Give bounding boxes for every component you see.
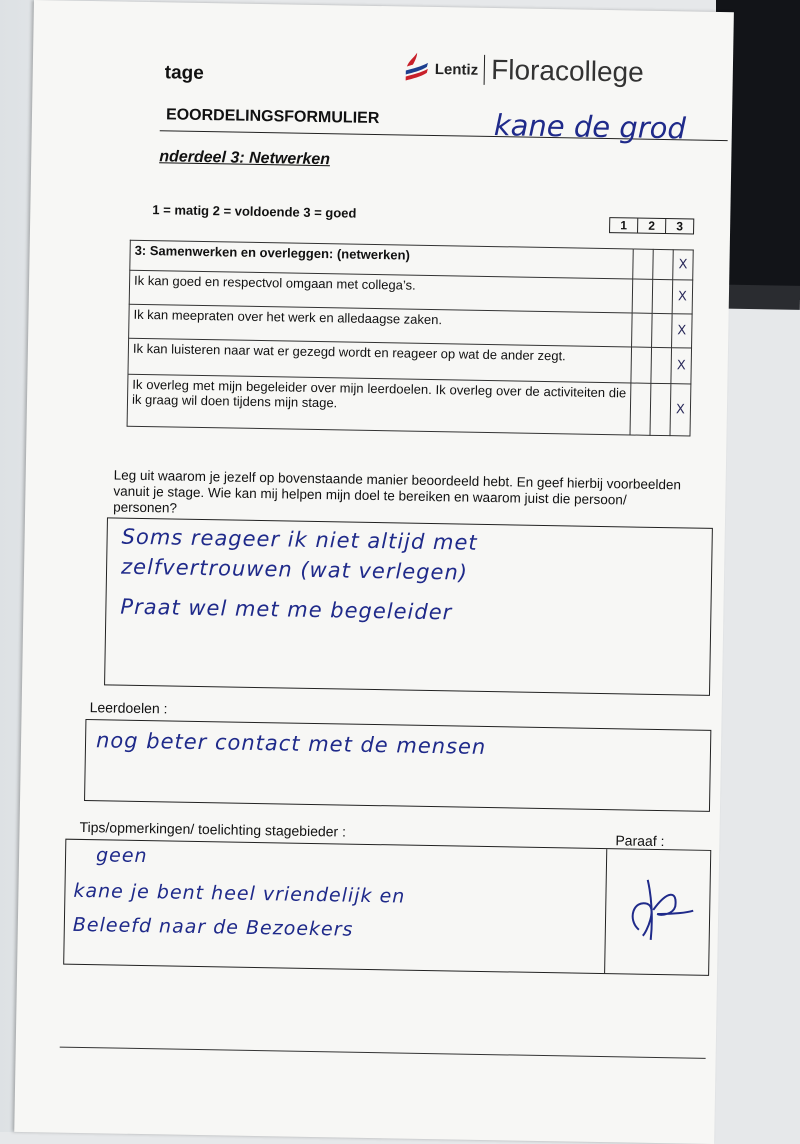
score-header	[609, 217, 694, 234]
lentiz-logo-icon	[403, 50, 432, 86]
score-header-1: 1	[620, 218, 628, 233]
form-paper	[14, 0, 734, 1144]
score-cell-2[interactable]	[653, 249, 674, 279]
school-logo	[403, 50, 644, 90]
handwritten-line: Praat wel met me begeleider	[120, 594, 453, 625]
form-title: EOORDELINGSFORMULIER	[165, 106, 380, 128]
tips-answer-box[interactable]	[63, 839, 711, 976]
handwritten-line: kane je bent heel vriendelijk en	[73, 879, 406, 908]
bottom-signature-line	[60, 1047, 706, 1059]
score-cell-2[interactable]	[652, 313, 673, 347]
handwritten-line: zelfvertrouwen (wat verlegen)	[120, 554, 469, 585]
stage-title: tage	[164, 62, 205, 84]
student-name-handwritten: kane de grod	[493, 108, 687, 146]
tips-label: Tips/opmerkingen/ toelichting stagebieder :	[79, 818, 347, 840]
handwritten-line: geen	[95, 844, 148, 868]
section-title: nderdeel 3: Netwerken	[159, 148, 331, 169]
score-cell-2[interactable]	[652, 279, 673, 313]
score-cell-1[interactable]	[632, 313, 653, 347]
criterion-text: Ik kan meepraten over het werk en alledaagse zaken.	[129, 304, 633, 347]
score-cell-1[interactable]	[630, 383, 651, 435]
score-cell-1[interactable]	[632, 279, 653, 313]
score-cell-2[interactable]	[651, 347, 672, 383]
score-cell-1[interactable]	[631, 347, 652, 383]
score-cell-2[interactable]	[650, 383, 671, 435]
handwritten-line: Soms reageer ik niet altijd met	[121, 524, 478, 555]
score-cell-1[interactable]	[633, 249, 654, 279]
paraaf-signature	[617, 869, 698, 950]
scale-legend: 1 = matig 2 = voldoende 3 = goed	[152, 202, 357, 221]
paraaf-divider	[604, 849, 607, 973]
handwritten-line: nog beter contact met de mensen	[95, 728, 487, 760]
table-row	[127, 374, 691, 436]
criteria-heading: 3: Samenwerken en overleggen: (netwerken)	[130, 240, 633, 279]
criteria-table	[127, 240, 694, 437]
leerdoelen-answer-box[interactable]	[84, 719, 711, 812]
score-header-2: 2	[637, 219, 665, 233]
leerdoelen-label: Leerdoelen :	[89, 699, 168, 717]
logo-lentiz-text: Lentiz	[434, 60, 479, 79]
score-cell-3-checked[interactable]: X	[672, 314, 693, 348]
score-cell-3-checked[interactable]: X	[672, 280, 693, 314]
logo-separator	[484, 55, 486, 85]
criterion-text: Ik overleg met mijn begeleider over mijn leerdoelen. Ik overleg over de activiteiten die ik graag wil doen tijdens mijn stage.	[127, 374, 631, 435]
score-cell-3-checked[interactable]: X	[673, 250, 694, 280]
logo-floracollege-text: Floracollege	[490, 53, 644, 88]
explanation-answer-box[interactable]	[104, 517, 713, 696]
score-header-3: 3	[665, 219, 693, 233]
paraaf-label: Paraaf :	[615, 832, 665, 850]
criterion-text: Ik kan goed en respectvol omgaan met collega’s.	[129, 270, 633, 313]
criterion-text: Ik kan luisteren naar wat er gezegd wordt en reageer op wat de ander zegt.	[128, 338, 632, 383]
score-cell-3-checked[interactable]: X	[670, 384, 691, 436]
explanation-question: Leg uit waarom je jezelf op bovenstaande manier beoordeeld hebt. En geef hierbij voorbeelden vanuit je stage. Wie kan mij helpen mijn doel te bereiken en waarom juist die persoon/ personen?	[113, 467, 682, 516]
handwritten-line: Beleefd naar de Bezoekers	[72, 913, 354, 941]
score-cell-3-checked[interactable]: X	[671, 348, 692, 384]
